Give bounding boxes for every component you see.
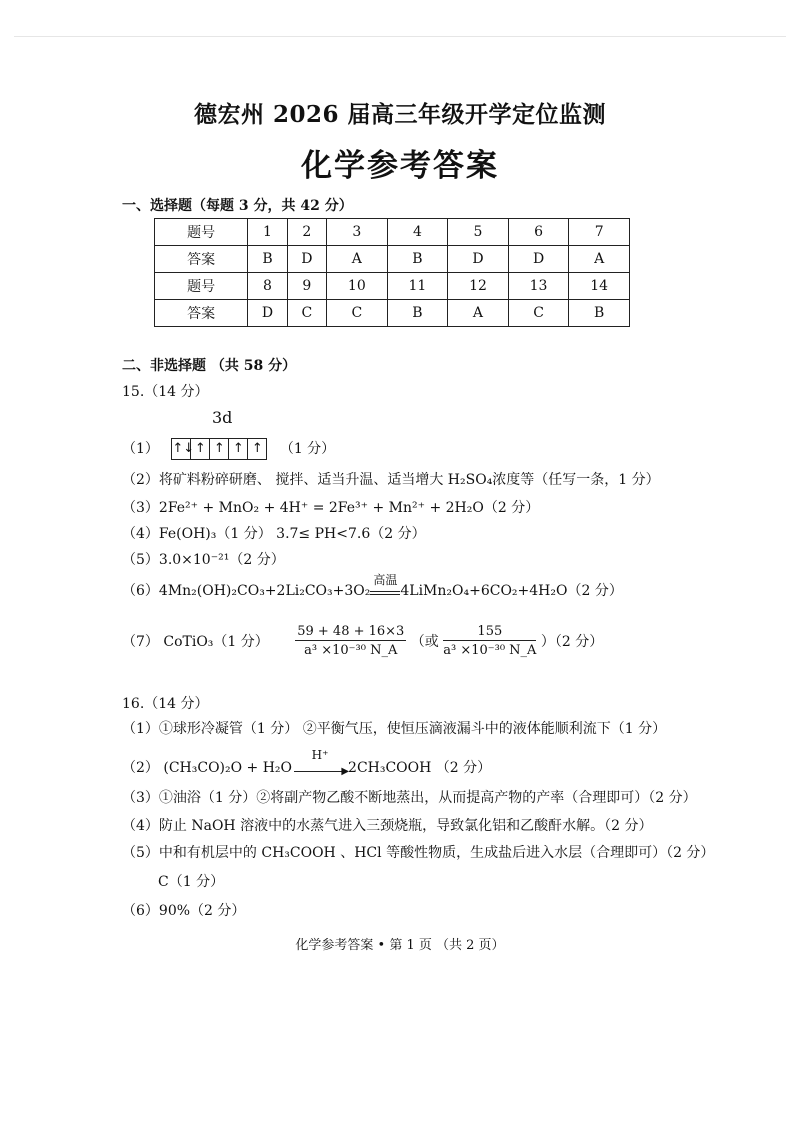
table-cell: 14 xyxy=(569,273,630,300)
q15-part7-prefix: （7） CoTiO₃（1 分） xyxy=(122,634,269,650)
orbital-3d-label: 3d xyxy=(212,408,233,427)
q15-part7 xyxy=(122,624,603,658)
table-cell: B xyxy=(569,300,630,327)
table-row xyxy=(155,246,630,273)
table-cell: B xyxy=(387,300,448,327)
answer-table xyxy=(154,218,630,327)
q16-part2 xyxy=(122,748,492,777)
page-footer: 化学参考答案 • 第 1 页 （共 2 页） xyxy=(295,938,505,953)
q15-part6-products: 4LiMn₂O₄+6CO₂+4H₂O（2 分） xyxy=(400,583,623,599)
q16-part3: （3）①油浴（1 分）②将副产物乙酸不断地蒸出，从而提高产物的产率（合理即可）（2 分） xyxy=(122,790,697,806)
q15-part7-or: （或 xyxy=(410,634,439,650)
table-cell: D xyxy=(248,300,287,327)
table-cell: 8 xyxy=(248,273,287,300)
document-title: 化学参考答案 xyxy=(301,148,499,184)
table-cell: 1 xyxy=(248,219,287,246)
row-header-cell: 题号 xyxy=(155,273,248,300)
table-cell: C xyxy=(327,300,388,327)
table-cell: D xyxy=(508,246,569,273)
table-cell: 2 xyxy=(287,219,326,246)
reaction-condition: 高温 xyxy=(373,573,398,587)
q15-part1 xyxy=(122,438,335,460)
fraction1-denominator: a³ ×10⁻³⁰ N_A xyxy=(304,643,398,658)
q15-part3: （3）2Fe²⁺ + MnO₂ + 4H⁺ = 2Fe³⁺ + Mn²⁺ + 2H₂O（2 分） xyxy=(122,500,540,516)
catalyst-arrow: H⁺ ▶ xyxy=(294,763,346,772)
row-header-cell: 题号 xyxy=(155,219,248,246)
section1-heading: 一、选择题（每题 3 分，共 42 分） xyxy=(122,198,353,214)
table-cell: A xyxy=(448,300,509,327)
q15-part4: （4）Fe(OH)₃（1 分） 3.7≤ PH<7.6（2 分） xyxy=(122,526,426,542)
orbital-diagram xyxy=(171,438,267,460)
table-cell: C xyxy=(287,300,326,327)
exam-title: 德宏州 2026 届高三年级开学定位监测 xyxy=(193,101,607,128)
table-cell: 13 xyxy=(508,273,569,300)
fraction2-numerator: 155 xyxy=(443,624,536,641)
fraction2-denominator: a³ ×10⁻³⁰ N_A xyxy=(443,643,537,658)
table-row xyxy=(155,300,630,327)
q16-part5-choice: C（1 分） xyxy=(158,874,225,890)
orbital-box: ↑ xyxy=(210,438,229,460)
table-row xyxy=(155,273,630,300)
q16-part5: （5）中和有机层中的 CH₃COOH 、HCl 等酸性物质，生成盐后进入水层（合理即可）（2 分） xyxy=(122,845,715,861)
table-cell: A xyxy=(327,246,388,273)
density-fraction-2 xyxy=(443,624,536,658)
table-cell: B xyxy=(248,246,287,273)
catalyst-label: H⁺ xyxy=(311,748,329,762)
row-header-cell: 答案 xyxy=(155,246,248,273)
q16-label: 16.（14 分） xyxy=(122,696,209,712)
q16-part6: （6）90%（2 分） xyxy=(122,903,246,919)
table-cell: 12 xyxy=(448,273,509,300)
orbital-box: ↑ xyxy=(229,438,248,460)
q15-part7-score: ）（2 分） xyxy=(540,634,604,650)
q15-label: 15.（14 分） xyxy=(122,384,209,400)
q16-part1: （1）①球形冷凝管（1 分） ②平衡气压，使恒压滴液漏斗中的液体能顺利流下（1 分） xyxy=(122,721,667,737)
orbital-box: ↑ xyxy=(248,438,267,460)
top-divider xyxy=(14,36,786,37)
q15-part6 xyxy=(122,573,623,600)
q15-part6-reactants: （6）4Mn₂(OH)₂CO₃+2Li₂CO₃+3O₂ xyxy=(122,583,371,599)
q16-part2-reactants: （2） (CH₃CO)₂O + H₂O xyxy=(122,760,293,776)
table-cell: 3 xyxy=(327,219,388,246)
table-cell: 5 xyxy=(448,219,509,246)
q15-part2: （2）将矿料粉碎研磨、 搅拌、适当升温、适当增大 H₂SO₄浓度等（任写一条，1 分） xyxy=(122,472,660,488)
orbital-box: ↑ xyxy=(191,438,210,460)
fraction1-numerator: 59 + 48 + 16×3 xyxy=(297,624,405,639)
orbital-box: ↑↓ xyxy=(171,438,191,460)
q15-part1-score: （1 分） xyxy=(279,441,336,457)
table-cell: A xyxy=(569,246,630,273)
density-fraction-1 xyxy=(295,624,406,658)
q16-part2-products: 2CH₃COOH （2 分） xyxy=(348,760,492,776)
table-cell: 6 xyxy=(508,219,569,246)
table-cell: D xyxy=(287,246,326,273)
q15-part5: （5）3.0×10⁻²¹（2 分） xyxy=(122,552,285,568)
table-row xyxy=(155,219,630,246)
table-cell: 7 xyxy=(569,219,630,246)
table-cell: 9 xyxy=(287,273,326,300)
section2-heading: 二、非选择题 （共 58 分） xyxy=(122,358,297,374)
q15-part1-prefix: （1） xyxy=(122,441,159,457)
table-cell: 11 xyxy=(387,273,448,300)
table-cell: C xyxy=(508,300,569,327)
row-header-cell: 答案 xyxy=(155,300,248,327)
table-cell: D xyxy=(448,246,509,273)
reaction-condition-arrow xyxy=(370,573,400,595)
table-cell: 10 xyxy=(327,273,388,300)
q16-part4: （4）防止 NaOH 溶液中的水蒸气进入三颈烧瓶，导致氯化铝和乙酸酐水解。（2 分） xyxy=(122,818,653,834)
table-cell: 4 xyxy=(387,219,448,246)
table-cell: B xyxy=(387,246,448,273)
